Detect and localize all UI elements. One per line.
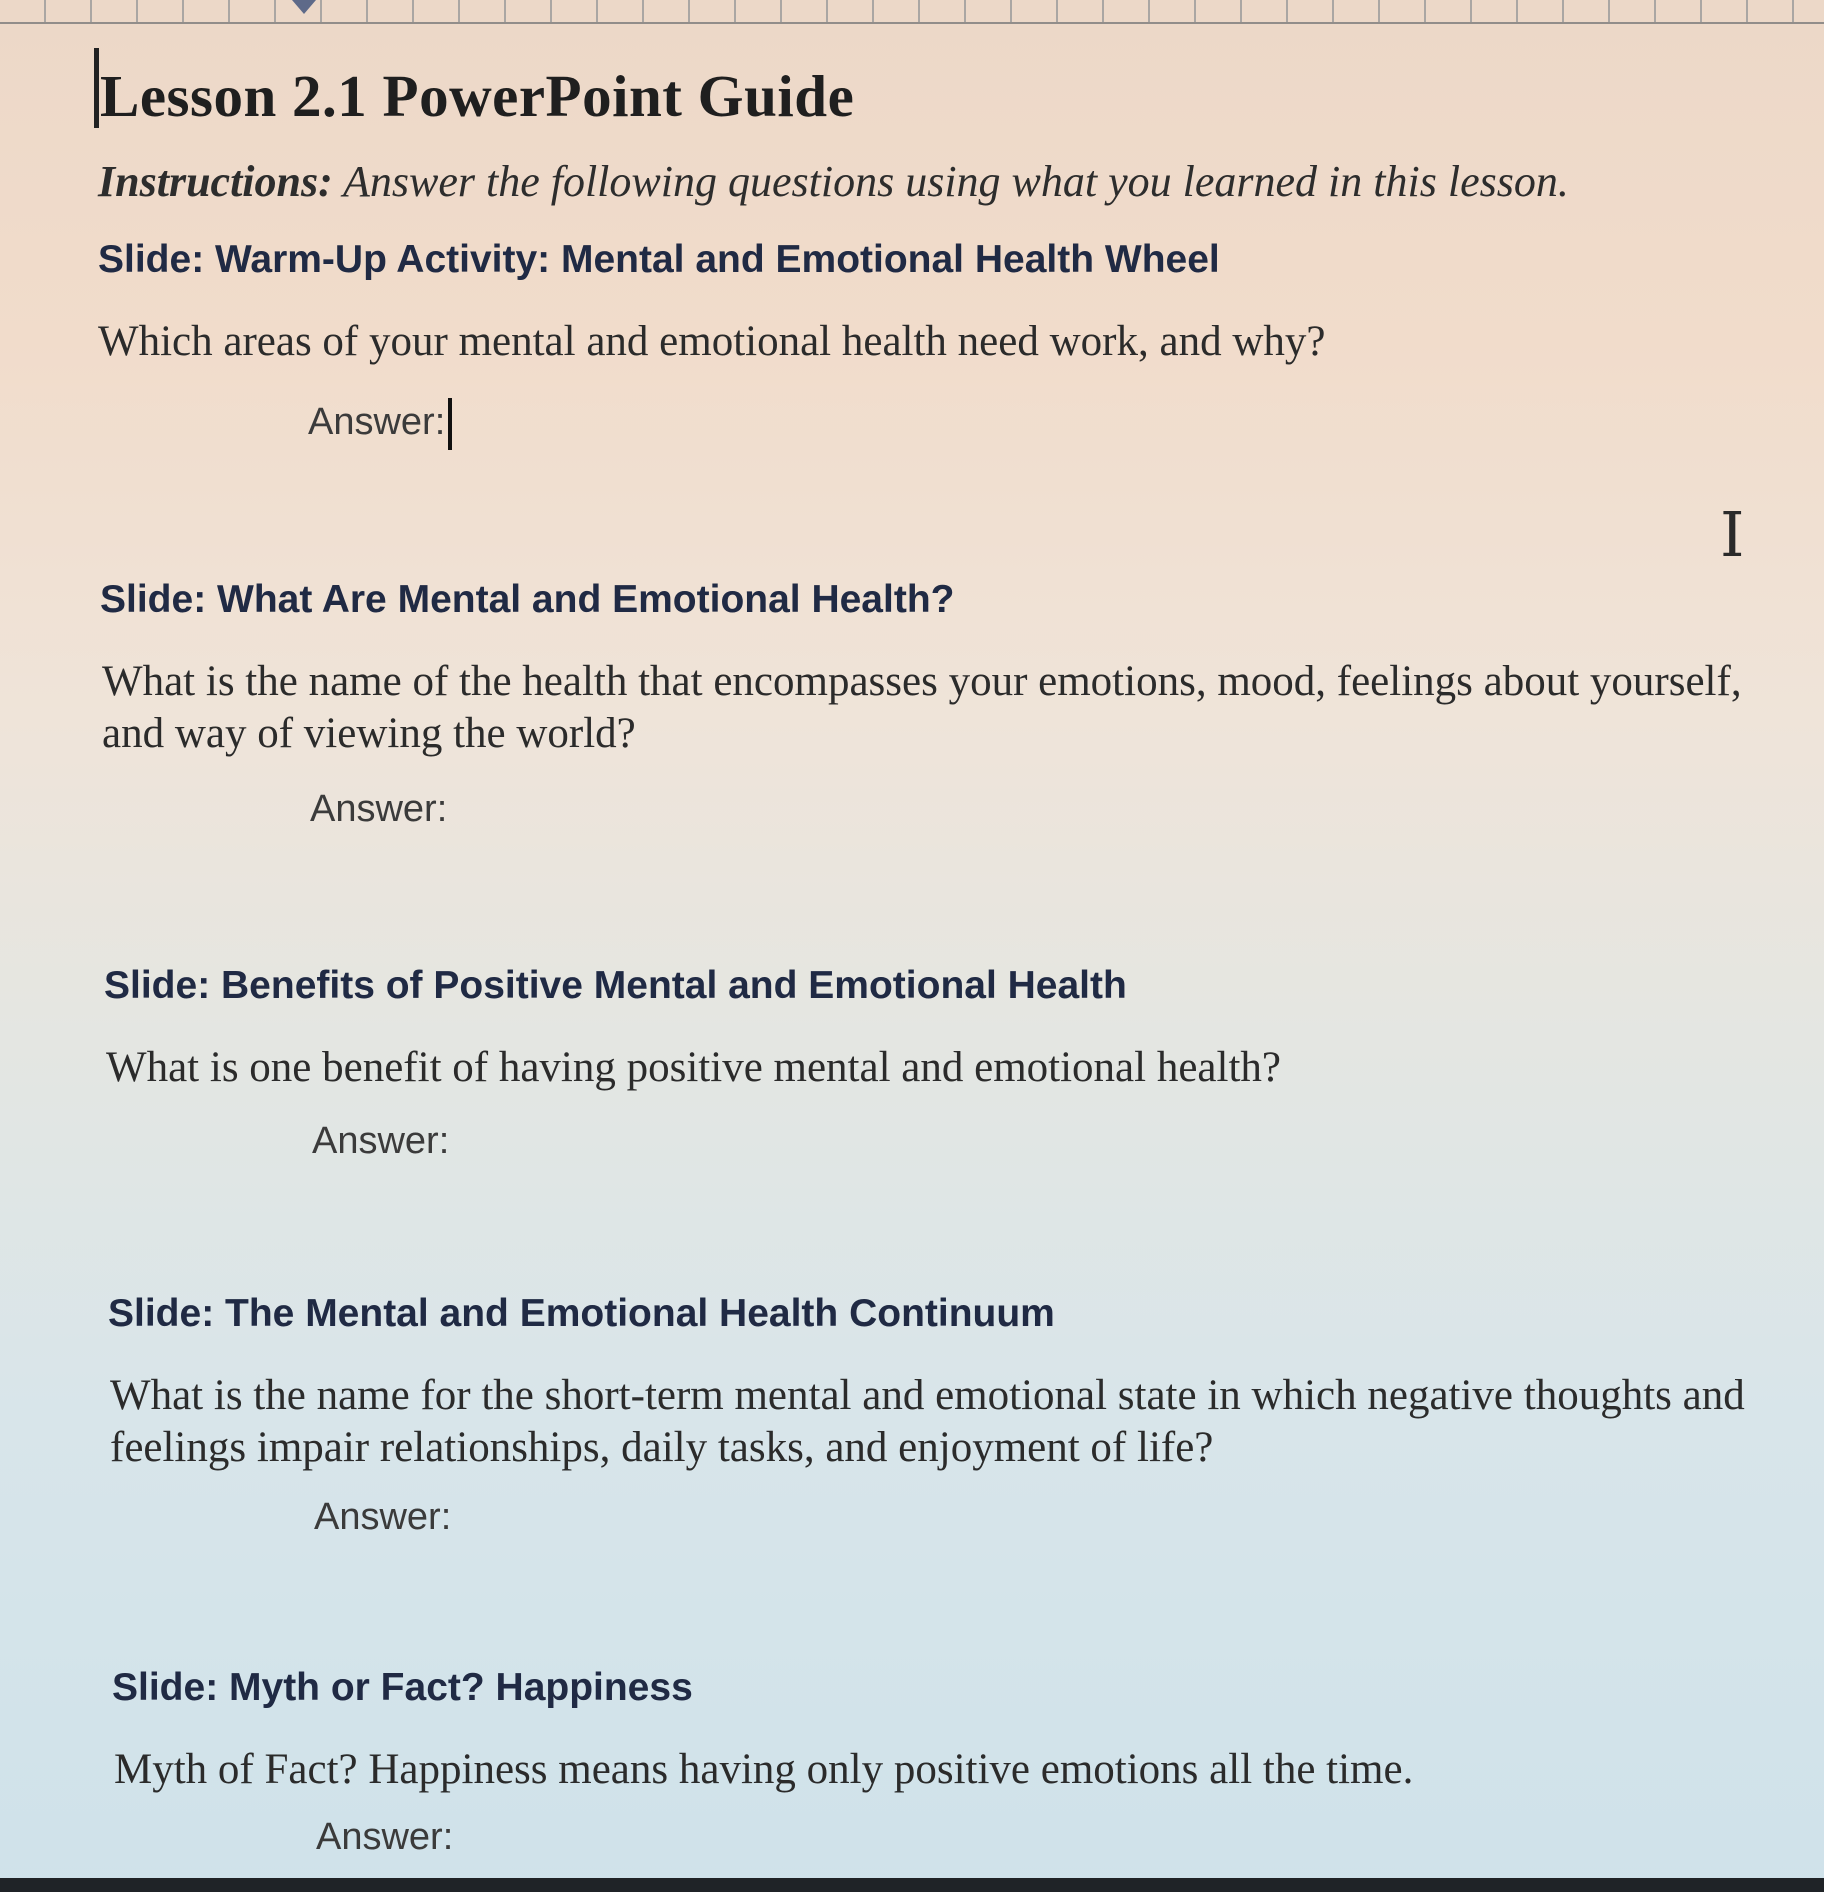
instructions-label: Instructions: xyxy=(98,157,333,206)
document-title: Lesson 2.1 PowerPoint Guide xyxy=(100,63,855,129)
section-heading-warm-up: Slide: Warm-Up Activity: Mental and Emotional Health Wheel xyxy=(98,238,1220,281)
answer-field-warm-up[interactable] xyxy=(308,398,452,450)
answer-field-what-are[interactable] xyxy=(310,788,447,831)
question-warm-up: Which areas of your mental and emotional health need work, and why? xyxy=(98,318,1326,365)
answer-label: Answer: xyxy=(312,1120,450,1162)
answer-field-benefits[interactable] xyxy=(312,1120,449,1163)
instructions-line xyxy=(98,156,1569,207)
answer-label: Answer: xyxy=(316,1816,454,1858)
instructions-text: Answer the following questions using what you learned in this lesson. xyxy=(332,157,1569,206)
question-benefits: What is one benefit of having positive mental and emotional health? xyxy=(106,1044,1281,1091)
title-cursor-bar xyxy=(94,48,99,128)
section-heading-what-are: Slide: What Are Mental and Emotional Health? xyxy=(100,578,955,621)
answer-label: Answer: xyxy=(308,401,446,444)
section-heading-myth-or-fact: Slide: Myth or Fact? Happiness xyxy=(112,1666,693,1709)
answer-label: Answer: xyxy=(310,788,448,830)
question-myth-or-fact: Myth of Fact? Happiness means having only positive emotions all the time. xyxy=(114,1746,1414,1793)
section-heading-benefits: Slide: Benefits of Positive Mental and Emotional Health xyxy=(104,964,1127,1007)
answer-field-myth-or-fact[interactable] xyxy=(316,1816,453,1859)
question-what-are: What is the name of the health that encompasses your emotions, mood, feelings about yourself, and way of viewing the world? xyxy=(102,658,1742,757)
screen-bezel-bottom xyxy=(0,1878,1824,1892)
answer-label: Answer: xyxy=(314,1496,452,1538)
section-heading-continuum: Slide: The Mental and Emotional Health Continuum xyxy=(108,1292,1055,1335)
answer-field-continuum[interactable] xyxy=(314,1496,451,1539)
i-beam-cursor-icon: I xyxy=(1720,498,1745,571)
text-caret xyxy=(448,398,452,450)
question-continuum: What is the name for the short-term mental and emotional state in which negative thoughts and feelings impair relationships, daily tasks, and enjoyment of life? xyxy=(110,1372,1745,1471)
